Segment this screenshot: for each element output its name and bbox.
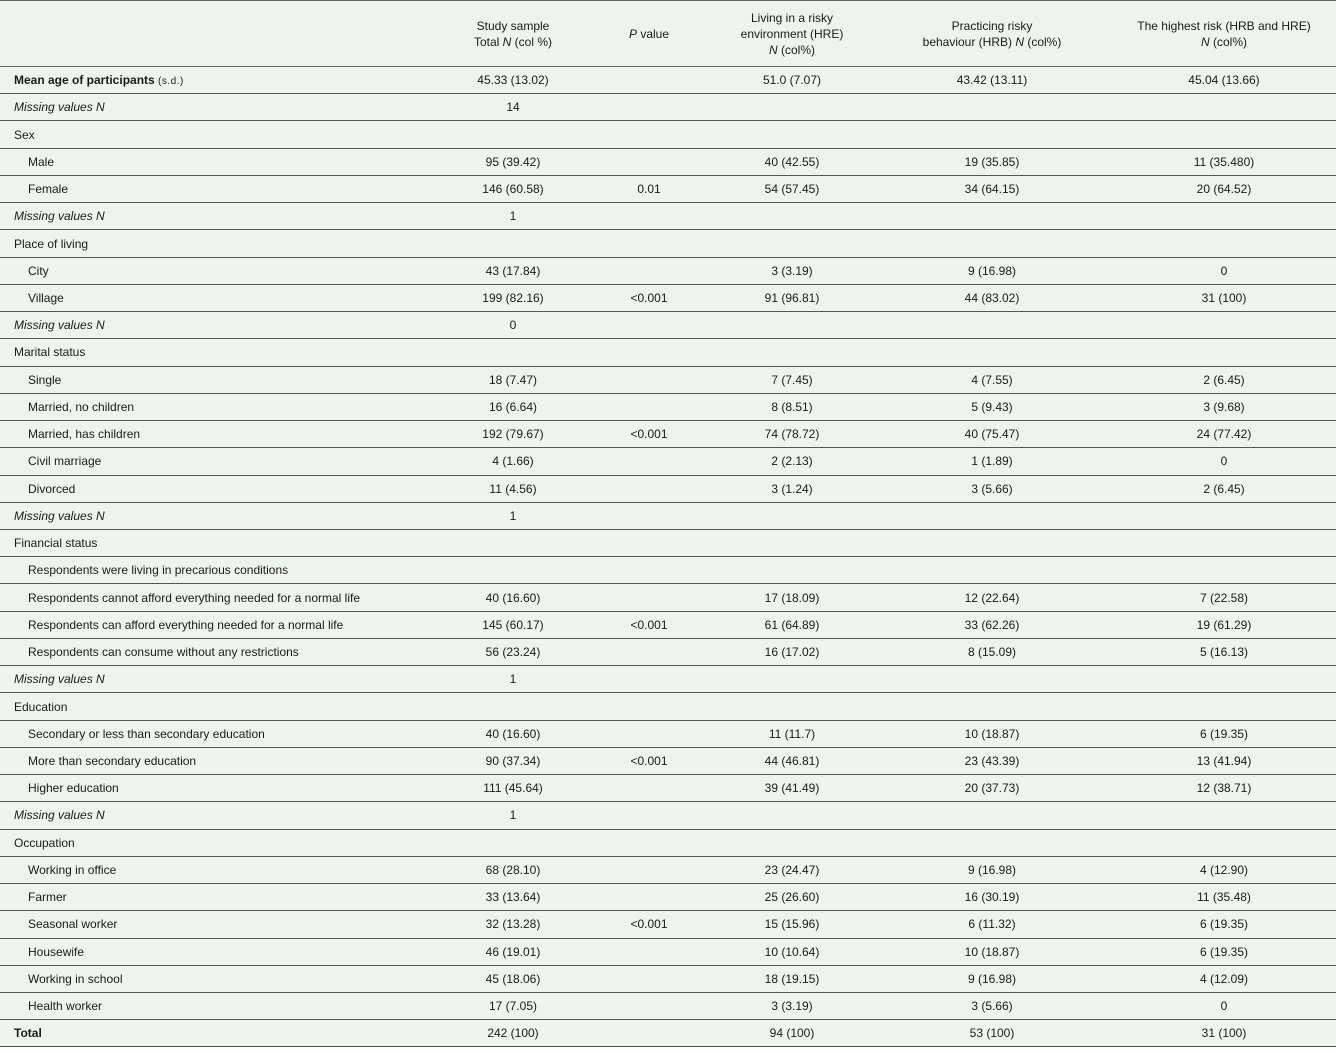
- cell-study-sample: 16 (6.64): [440, 393, 586, 420]
- cell-study-sample: 199 (82.16): [440, 284, 586, 311]
- row-label: Farmer: [0, 884, 440, 911]
- header-p-value: P value: [586, 1, 712, 67]
- cell-hrb: 3 (5.66): [872, 475, 1112, 502]
- cell-p-value: [586, 557, 712, 584]
- cell-highest-risk: 31 (100): [1112, 284, 1336, 311]
- cell-highest-risk: 7 (22.58): [1112, 584, 1336, 611]
- cell-highest-risk: [1112, 529, 1336, 556]
- cell-hrb: [872, 802, 1112, 829]
- table-row: [0, 393, 1336, 420]
- cell-study-sample: 45.33 (13.02): [440, 67, 586, 94]
- cell-hrb: [872, 666, 1112, 693]
- cell-highest-risk: 13 (41.94): [1112, 747, 1336, 774]
- table-row: [0, 284, 1336, 311]
- cell-hrb: [872, 693, 1112, 720]
- row-label: Occupation: [0, 829, 440, 856]
- cell-hrb: 16 (30.19): [872, 884, 1112, 911]
- row-label: Seasonal worker: [0, 911, 440, 938]
- cell-hrb: 5 (9.43): [872, 393, 1112, 420]
- row-label: Missing values N: [0, 502, 440, 529]
- cell-hrb: 8 (15.09): [872, 638, 1112, 665]
- cell-highest-risk: 20 (64.52): [1112, 175, 1336, 202]
- table-row: [0, 203, 1336, 230]
- cell-hrb: [872, 557, 1112, 584]
- cell-hre: 54 (57.45): [712, 175, 872, 202]
- table-row: [0, 94, 1336, 121]
- cell-hre: [712, 230, 872, 257]
- cell-p-value: [586, 884, 712, 911]
- cell-hre: 44 (46.81): [712, 747, 872, 774]
- table-row: [0, 175, 1336, 202]
- cell-p-value: [586, 67, 712, 94]
- cell-hrb: 40 (75.47): [872, 421, 1112, 448]
- row-label: Financial status: [0, 529, 440, 556]
- table-row: [0, 802, 1336, 829]
- row-label: Respondents can afford everything needed for a normal life: [0, 611, 440, 638]
- cell-highest-risk: [1112, 339, 1336, 366]
- cell-study-sample: [440, 529, 586, 556]
- cell-hre: [712, 557, 872, 584]
- cell-study-sample: [440, 230, 586, 257]
- table-row: [0, 720, 1336, 747]
- cell-hre: 39 (41.49): [712, 775, 872, 802]
- cell-hre: 8 (8.51): [712, 393, 872, 420]
- cell-highest-risk: 0: [1112, 448, 1336, 475]
- table-row: [0, 775, 1336, 802]
- cell-hre: [712, 121, 872, 148]
- cell-p-value: [586, 529, 712, 556]
- cell-hrb: 1 (1.89): [872, 448, 1112, 475]
- table-row: [0, 1020, 1336, 1047]
- cell-study-sample: 1: [440, 666, 586, 693]
- cell-hrb: 10 (18.87): [872, 720, 1112, 747]
- row-label: Sex: [0, 121, 440, 148]
- cell-p-value: [586, 802, 712, 829]
- cell-p-value: [586, 856, 712, 883]
- cell-highest-risk: 3 (9.68): [1112, 393, 1336, 420]
- cell-p-value: [586, 339, 712, 366]
- cell-highest-risk: [1112, 502, 1336, 529]
- cell-p-value: [586, 257, 712, 284]
- cell-hre: 15 (15.96): [712, 911, 872, 938]
- table-row: [0, 475, 1336, 502]
- cell-highest-risk: 11 (35.48): [1112, 884, 1336, 911]
- row-label: Respondents were living in precarious conditions: [0, 557, 440, 584]
- cell-hre: [712, 666, 872, 693]
- cell-hrb: 3 (5.66): [872, 992, 1112, 1019]
- cell-p-value: [586, 829, 712, 856]
- cell-study-sample: 56 (23.24): [440, 638, 586, 665]
- table-row: [0, 693, 1336, 720]
- cell-hre: 7 (7.45): [712, 366, 872, 393]
- cell-hre: 3 (3.19): [712, 257, 872, 284]
- cell-p-value: [586, 992, 712, 1019]
- cell-study-sample: 146 (60.58): [440, 175, 586, 202]
- cell-p-value: [586, 94, 712, 121]
- cell-study-sample: 33 (13.64): [440, 884, 586, 911]
- cell-hrb: 53 (100): [872, 1020, 1112, 1047]
- table-row: [0, 312, 1336, 339]
- cell-p-value: [586, 475, 712, 502]
- cell-highest-risk: [1112, 802, 1336, 829]
- cell-hrb: [872, 529, 1112, 556]
- cell-p-value: [586, 584, 712, 611]
- cell-highest-risk: 11 (35.480): [1112, 148, 1336, 175]
- cell-highest-risk: 45.04 (13.66): [1112, 67, 1336, 94]
- table-row: [0, 666, 1336, 693]
- cell-hre: 16 (17.02): [712, 638, 872, 665]
- cell-hrb: [872, 339, 1112, 366]
- row-label: Missing values N: [0, 94, 440, 121]
- cell-p-value: [586, 693, 712, 720]
- table-row: [0, 448, 1336, 475]
- table-row: [0, 938, 1336, 965]
- cell-study-sample: 1: [440, 203, 586, 230]
- cell-hrb: [872, 94, 1112, 121]
- row-label: Housewife: [0, 938, 440, 965]
- cell-study-sample: 68 (28.10): [440, 856, 586, 883]
- cell-p-value: [586, 312, 712, 339]
- cell-highest-risk: 6 (19.35): [1112, 938, 1336, 965]
- row-label: Married, has children: [0, 421, 440, 448]
- cell-p-value: [586, 638, 712, 665]
- row-label: Education: [0, 693, 440, 720]
- cell-highest-risk: [1112, 557, 1336, 584]
- cell-p-value: <0.001: [586, 611, 712, 638]
- cell-hrb: [872, 312, 1112, 339]
- cell-highest-risk: [1112, 666, 1336, 693]
- cell-highest-risk: [1112, 312, 1336, 339]
- table-row: [0, 257, 1336, 284]
- cell-study-sample: 11 (4.56): [440, 475, 586, 502]
- cell-p-value: <0.001: [586, 421, 712, 448]
- cell-p-value: [586, 666, 712, 693]
- cell-p-value: [586, 938, 712, 965]
- cell-study-sample: 14: [440, 94, 586, 121]
- cell-highest-risk: 6 (19.35): [1112, 911, 1336, 938]
- cell-p-value: <0.001: [586, 284, 712, 311]
- table-row: [0, 529, 1336, 556]
- cell-hrb: 12 (22.64): [872, 584, 1112, 611]
- cell-highest-risk: 31 (100): [1112, 1020, 1336, 1047]
- cell-hre: [712, 502, 872, 529]
- cell-highest-risk: 2 (6.45): [1112, 475, 1336, 502]
- cell-p-value: [586, 448, 712, 475]
- cell-hre: 51.0 (7.07): [712, 67, 872, 94]
- header-hrb: Practicing risky behaviour (HRB) N (col%): [872, 1, 1112, 67]
- row-label: Respondents cannot afford everything needed for a normal life: [0, 584, 440, 611]
- row-label: Female: [0, 175, 440, 202]
- cell-hre: 94 (100): [712, 1020, 872, 1047]
- cell-highest-risk: 4 (12.90): [1112, 856, 1336, 883]
- cell-hrb: 10 (18.87): [872, 938, 1112, 965]
- cell-highest-risk: 0: [1112, 992, 1336, 1019]
- cell-highest-risk: 2 (6.45): [1112, 366, 1336, 393]
- row-label: Missing values N: [0, 802, 440, 829]
- cell-hre: 3 (3.19): [712, 992, 872, 1019]
- cell-hre: [712, 339, 872, 366]
- table-row: [0, 148, 1336, 175]
- table-row: [0, 339, 1336, 366]
- row-label: City: [0, 257, 440, 284]
- header-study-sample: Study sample Total N (col %): [440, 1, 586, 67]
- cell-highest-risk: [1112, 94, 1336, 121]
- cell-p-value: [586, 148, 712, 175]
- cell-hrb: 23 (43.39): [872, 747, 1112, 774]
- header-hre: Living in a risky environment (HRE) N (col%): [712, 1, 872, 67]
- cell-highest-risk: [1112, 203, 1336, 230]
- cell-study-sample: 95 (39.42): [440, 148, 586, 175]
- cell-hrb: 44 (83.02): [872, 284, 1112, 311]
- row-label: Secondary or less than secondary education: [0, 720, 440, 747]
- cell-hrb: [872, 502, 1112, 529]
- cell-highest-risk: 5 (16.13): [1112, 638, 1336, 665]
- cell-study-sample: [440, 829, 586, 856]
- table-row: [0, 911, 1336, 938]
- cell-highest-risk: [1112, 121, 1336, 148]
- cell-hre: 2 (2.13): [712, 448, 872, 475]
- row-label: Place of living: [0, 230, 440, 257]
- row-label: Single: [0, 366, 440, 393]
- cell-hre: 18 (19.15): [712, 965, 872, 992]
- table-row: [0, 557, 1336, 584]
- table-row: [0, 884, 1336, 911]
- table-row: [0, 965, 1336, 992]
- cell-study-sample: 17 (7.05): [440, 992, 586, 1019]
- row-label: Married, no children: [0, 393, 440, 420]
- cell-study-sample: 0: [440, 312, 586, 339]
- cell-study-sample: 32 (13.28): [440, 911, 586, 938]
- cell-hre: 40 (42.55): [712, 148, 872, 175]
- cell-hre: 61 (64.89): [712, 611, 872, 638]
- row-label: Missing values N: [0, 666, 440, 693]
- cell-highest-risk: [1112, 693, 1336, 720]
- table-row: [0, 421, 1336, 448]
- cell-highest-risk: 24 (77.42): [1112, 421, 1336, 448]
- cell-study-sample: 111 (45.64): [440, 775, 586, 802]
- table-row-mean-age: [0, 67, 1336, 94]
- cell-p-value: <0.001: [586, 747, 712, 774]
- cell-study-sample: 46 (19.01): [440, 938, 586, 965]
- cell-p-value: [586, 775, 712, 802]
- cell-hrb: [872, 829, 1112, 856]
- header-blank: [0, 1, 440, 67]
- cell-study-sample: 242 (100): [440, 1020, 586, 1047]
- row-label: Total: [0, 1020, 440, 1047]
- cell-hrb: 9 (16.98): [872, 856, 1112, 883]
- cell-hre: 74 (78.72): [712, 421, 872, 448]
- header-highest-risk: The highest risk (HRB and HRE) N (col%): [1112, 1, 1336, 67]
- cell-study-sample: 40 (16.60): [440, 720, 586, 747]
- row-label: More than secondary education: [0, 747, 440, 774]
- cell-highest-risk: 0: [1112, 257, 1336, 284]
- row-label: Male: [0, 148, 440, 175]
- table-row: [0, 584, 1336, 611]
- row-label: Working in school: [0, 965, 440, 992]
- cell-p-value: [586, 203, 712, 230]
- cell-p-value: [586, 502, 712, 529]
- cell-hre: [712, 802, 872, 829]
- cell-p-value: [586, 366, 712, 393]
- cell-study-sample: [440, 339, 586, 366]
- cell-p-value: [586, 121, 712, 148]
- cell-hre: [712, 529, 872, 556]
- cell-hre: 23 (24.47): [712, 856, 872, 883]
- table-row: [0, 638, 1336, 665]
- cell-study-sample: 90 (37.34): [440, 747, 586, 774]
- cell-hrb: [872, 230, 1112, 257]
- cell-study-sample: 1: [440, 802, 586, 829]
- cell-highest-risk: 19 (61.29): [1112, 611, 1336, 638]
- table-row: [0, 611, 1336, 638]
- cell-hre: [712, 829, 872, 856]
- cell-hrb: [872, 121, 1112, 148]
- row-label: Higher education: [0, 775, 440, 802]
- cell-hre: [712, 94, 872, 121]
- row-label: Health worker: [0, 992, 440, 1019]
- cell-hrb: 33 (62.26): [872, 611, 1112, 638]
- cell-study-sample: 192 (79.67): [440, 421, 586, 448]
- cell-study-sample: 40 (16.60): [440, 584, 586, 611]
- cell-p-value: [586, 230, 712, 257]
- cell-study-sample: 1: [440, 502, 586, 529]
- cell-hre: 25 (26.60): [712, 884, 872, 911]
- cell-hrb: 6 (11.32): [872, 911, 1112, 938]
- cell-study-sample: [440, 121, 586, 148]
- cell-highest-risk: [1112, 230, 1336, 257]
- table-row: [0, 747, 1336, 774]
- table-row: [0, 502, 1336, 529]
- cell-p-value: <0.001: [586, 911, 712, 938]
- table-row: [0, 366, 1336, 393]
- cell-study-sample: 18 (7.47): [440, 366, 586, 393]
- cell-p-value: [586, 720, 712, 747]
- row-label: Divorced: [0, 475, 440, 502]
- cell-hre: 17 (18.09): [712, 584, 872, 611]
- cell-hrb: 43.42 (13.11): [872, 67, 1112, 94]
- cell-hrb: 9 (16.98): [872, 257, 1112, 284]
- table-row: [0, 992, 1336, 1019]
- cell-study-sample: [440, 557, 586, 584]
- cell-hrb: 34 (64.15): [872, 175, 1112, 202]
- cell-highest-risk: 6 (19.35): [1112, 720, 1336, 747]
- cell-hre: 10 (10.64): [712, 938, 872, 965]
- cell-hrb: [872, 203, 1112, 230]
- cell-p-value: 0.01: [586, 175, 712, 202]
- cell-hrb: 9 (16.98): [872, 965, 1112, 992]
- table-header-row: [0, 1, 1336, 67]
- table-row: [0, 856, 1336, 883]
- row-label: Missing values N: [0, 312, 440, 339]
- cell-hre: 3 (1.24): [712, 475, 872, 502]
- row-label: Respondents can consume without any restrictions: [0, 638, 440, 665]
- cell-hre: 11 (11.7): [712, 720, 872, 747]
- row-label: Civil marriage: [0, 448, 440, 475]
- cell-hrb: 19 (35.85): [872, 148, 1112, 175]
- cell-study-sample: 145 (60.17): [440, 611, 586, 638]
- cell-p-value: [586, 1020, 712, 1047]
- table-row: [0, 230, 1336, 257]
- cell-highest-risk: 12 (38.71): [1112, 775, 1336, 802]
- table-row: [0, 121, 1336, 148]
- cell-study-sample: 4 (1.66): [440, 448, 586, 475]
- cell-study-sample: 43 (17.84): [440, 257, 586, 284]
- table-row: [0, 829, 1336, 856]
- cell-study-sample: 45 (18.06): [440, 965, 586, 992]
- cell-highest-risk: 4 (12.09): [1112, 965, 1336, 992]
- cell-hre: 91 (96.81): [712, 284, 872, 311]
- cell-highest-risk: [1112, 829, 1336, 856]
- cell-hrb: 20 (37.73): [872, 775, 1112, 802]
- cell-hre: [712, 693, 872, 720]
- cell-hre: [712, 312, 872, 339]
- cell-study-sample: [440, 693, 586, 720]
- row-label: Village: [0, 284, 440, 311]
- row-label: Mean age of participants (s.d.): [0, 67, 440, 94]
- row-label: Marital status: [0, 339, 440, 366]
- row-label: Working in office: [0, 856, 440, 883]
- cell-p-value: [586, 965, 712, 992]
- cell-p-value: [586, 393, 712, 420]
- row-label: Missing values N: [0, 203, 440, 230]
- cell-hre: [712, 203, 872, 230]
- cell-hrb: 4 (7.55): [872, 366, 1112, 393]
